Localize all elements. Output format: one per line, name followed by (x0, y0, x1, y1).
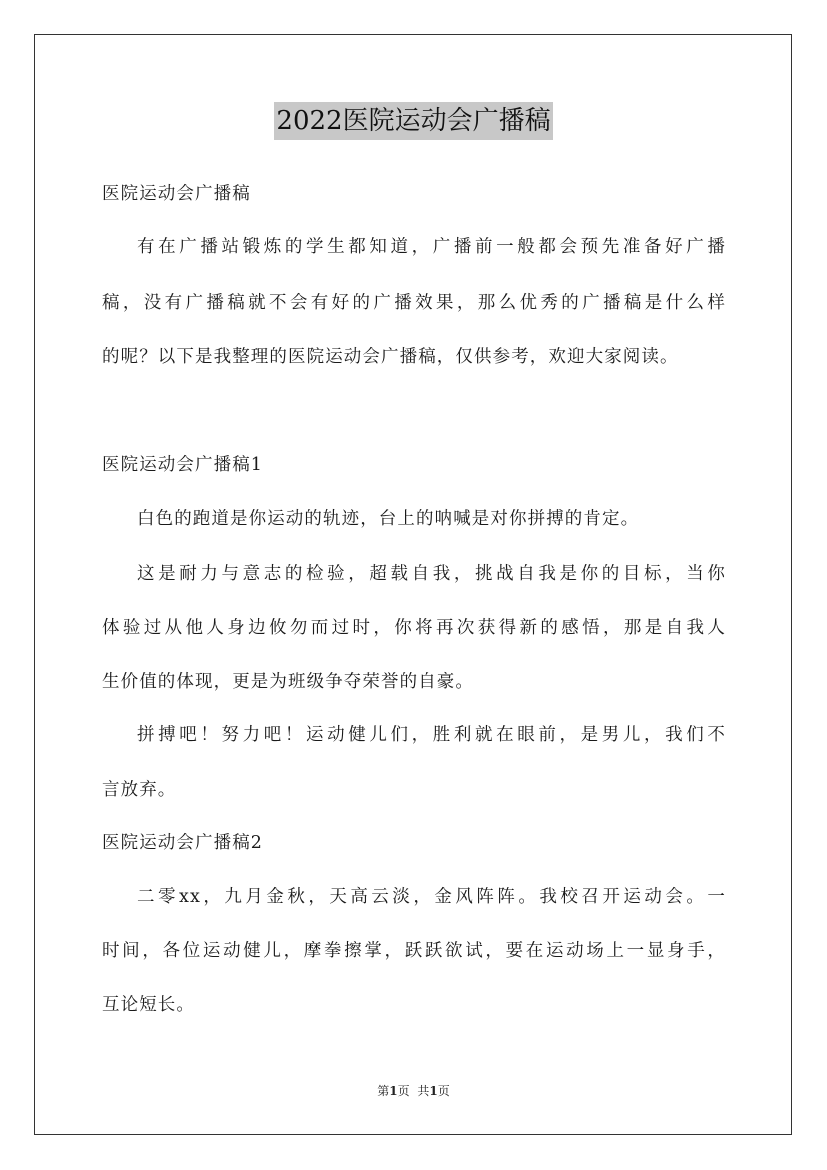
section-heading-intro: 医院运动会广播稿 (102, 184, 251, 204)
footer-page-suffix: 页 (397, 1084, 410, 1098)
paragraph-line: 有在广播站锻炼的学生都知道，广播前一般都会预先准备好广播 (137, 237, 726, 257)
paragraph-line: 这是耐力与意志的检验，超载自我，挑战自我是你的目标，当你 (137, 564, 726, 584)
paragraph-line: 的呢？以下是我整理的医院运动会广播稿，仅供参考，欢迎大家阅读。 (102, 347, 679, 367)
footer-total-suffix: 页 (437, 1084, 450, 1098)
paragraph-line: 二零xx，九月金秋，天高云淡，金风阵阵。我校召开运动会。一 (137, 887, 726, 907)
document-title: 2022医院运动会广播稿 (274, 102, 552, 140)
paragraph-line: 时间，各位运动健儿，摩拳擦掌，跃跃欲试，要在运动场上一显身手， (102, 941, 726, 961)
footer-total-prefix: 共 (417, 1084, 430, 1098)
footer-total-number: 1 (429, 1084, 438, 1098)
paragraph-line: 白色的跑道是你运动的轨迹，台上的呐喊是对你拼搏的肯定。 (137, 509, 640, 529)
paragraph-line: 互论短长。 (102, 995, 195, 1015)
paragraph-line: 生价值的体现，更是为班级争夺荣誉的自豪。 (102, 672, 474, 692)
paragraph-line: 言放弃。 (102, 780, 177, 800)
paragraph-line: 稿，没有广播稿就不会有好的广播效果，那么优秀的广播稿是什么样 (102, 293, 726, 313)
footer-page-number: 1 (389, 1084, 398, 1098)
paragraph-line: 体验过从他人身边攸勿而过时，你将再次获得新的感悟，那是自我人 (102, 618, 726, 638)
section-heading-2: 医院运动会广播稿2 (102, 833, 264, 853)
section-heading-1: 医院运动会广播稿1 (102, 455, 264, 475)
paragraph-line: 拼搏吧！努力吧！运动健儿们，胜利就在眼前，是男儿，我们不 (137, 725, 726, 745)
title-container (0, 102, 827, 140)
footer-page-prefix: 第 (377, 1084, 390, 1098)
page-footer (0, 1083, 827, 1099)
